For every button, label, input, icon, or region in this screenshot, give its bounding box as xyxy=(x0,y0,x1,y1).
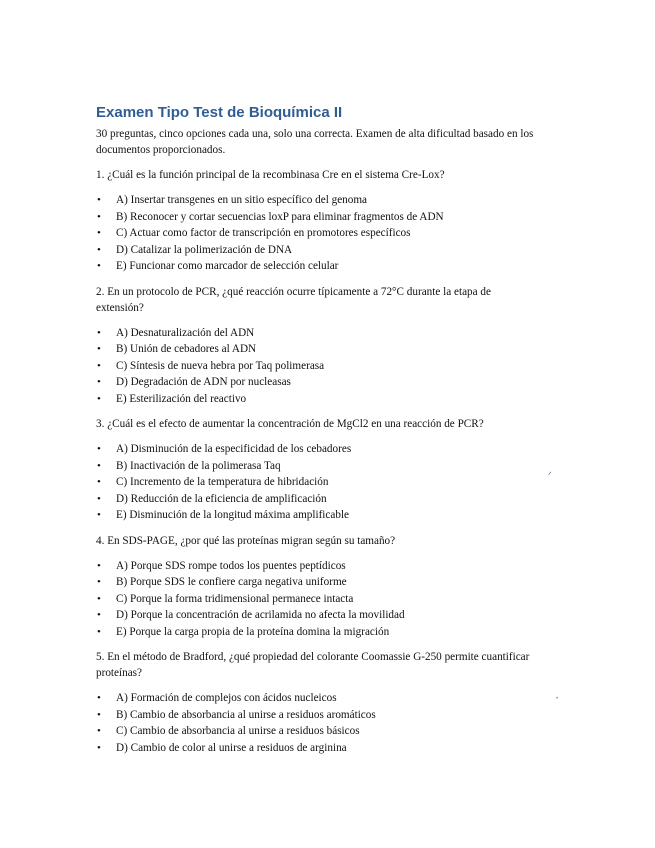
option-item xyxy=(96,209,536,226)
option-text: D) Porque la concentración de acrilamida no afecta la movilidad xyxy=(116,609,405,621)
bullet-icon: • xyxy=(97,343,101,355)
bullet-icon: • xyxy=(97,609,101,621)
bullet-icon: • xyxy=(97,392,101,405)
option-list xyxy=(96,558,536,641)
question-list xyxy=(96,167,536,756)
bullet-icon: • xyxy=(97,376,101,388)
question-text: 1. ¿Cuál es la función principal de la recombinasa Cre en el sistema Cre-Lox? xyxy=(96,169,445,181)
bullet-icon: • xyxy=(97,625,101,638)
option-text: A) Formación de complejos con ácidos nucleicos xyxy=(116,692,337,704)
option-text: B) Porque SDS le confiere carga negativa uniforme xyxy=(116,576,347,588)
option-text: C) Incremento de la temperatura de hibridación xyxy=(116,476,329,488)
bullet-icon: • xyxy=(97,725,101,737)
option-text: C) Porque la forma tridimensional permanece intacta xyxy=(116,592,354,605)
question-block xyxy=(96,284,536,408)
option-text: D) Catalizar la polimerización de DNA xyxy=(116,243,293,256)
option-item xyxy=(96,458,536,475)
stray-mark: ᐟ xyxy=(548,470,552,480)
bullet-icon: • xyxy=(97,708,101,721)
option-list xyxy=(96,441,536,524)
option-text: D) Degradación de ADN por nucleasas xyxy=(116,376,291,388)
option-text: C) Síntesis de nueva hebra por Taq polimerasa xyxy=(116,359,325,372)
option-item xyxy=(96,258,536,275)
option-item xyxy=(96,607,536,624)
option-text: D) Reducción de la eficiencia de amplificación xyxy=(116,492,327,505)
question-text: 2. En un protocolo de PCR, ¿qué reacción ocurre típicamente a 72°C durante la etapa de extensión? xyxy=(96,285,491,314)
option-item xyxy=(96,325,536,342)
question-block xyxy=(96,649,536,756)
option-text: D) Cambio de color al unirse a residuos de arginina xyxy=(116,741,347,754)
document-intro: 30 preguntas, cinco opciones cada una, solo una correcta. Examen de alta dificultad basado en los documentos proporcionados. xyxy=(96,128,534,156)
option-item xyxy=(96,723,536,740)
option-item xyxy=(96,225,536,242)
bullet-icon: • xyxy=(97,509,101,521)
option-item xyxy=(96,341,536,358)
bullet-icon: • xyxy=(97,576,101,588)
question-block xyxy=(96,533,536,641)
bullet-icon: • xyxy=(97,194,101,206)
bullet-icon: • xyxy=(97,326,101,339)
option-item xyxy=(96,242,536,259)
option-text: E) Esterilización del reactivo xyxy=(116,392,247,405)
document-page xyxy=(96,104,536,765)
option-item xyxy=(96,441,536,458)
option-item xyxy=(96,358,536,375)
document-title: Examen Tipo Test de Bioquímica II xyxy=(96,104,343,121)
bullet-icon: • xyxy=(97,592,101,605)
option-item xyxy=(96,740,536,757)
question-block xyxy=(96,167,536,275)
option-item xyxy=(96,624,536,641)
option-item xyxy=(96,574,536,591)
bullet-icon: • xyxy=(97,359,101,372)
option-item xyxy=(96,690,536,707)
bullet-icon: • xyxy=(97,741,101,754)
bullet-icon: • xyxy=(97,692,101,704)
option-item xyxy=(96,474,536,491)
option-text: C) Cambio de absorbancia al unirse a residuos básicos xyxy=(116,725,360,737)
bullet-icon: • xyxy=(97,559,101,572)
bullet-icon: • xyxy=(97,443,101,455)
bullet-icon: • xyxy=(97,260,101,272)
option-text: E) Disminución de la longitud máxima amplificable xyxy=(116,509,350,521)
bullet-icon: • xyxy=(97,210,101,223)
question-text: 4. En SDS-PAGE, ¿por qué las proteínas migran según su tamaño? xyxy=(96,534,396,547)
bullet-icon: • xyxy=(97,492,101,505)
option-text: B) Reconocer y cortar secuencias loxP para eliminar fragmentos de ADN xyxy=(116,210,444,223)
option-text: C) Actuar como factor de transcripción en promotores específicos xyxy=(116,227,411,239)
option-text: A) Desnaturalización del ADN xyxy=(116,326,255,339)
option-list xyxy=(96,690,536,756)
question-text: 3. ¿Cuál es el efecto de aumentar la concentración de MgCl2 en una reacción de PCR? xyxy=(96,418,484,430)
question-text: 5. En el método de Bradford, ¿qué propiedad del colorante Coomassie G-250 permite cuantificar proteínas? xyxy=(96,651,530,679)
option-text: E) Funcionar como marcador de selección celular xyxy=(116,260,339,272)
bullet-icon: • xyxy=(97,459,101,472)
option-item xyxy=(96,374,536,391)
option-text: A) Insertar transgenes en un sitio específico del genoma xyxy=(116,194,368,206)
option-item xyxy=(96,707,536,724)
bullet-icon: • xyxy=(97,227,101,239)
option-text: A) Porque SDS rompe todos los puentes peptídicos xyxy=(116,559,346,572)
option-list xyxy=(96,192,536,275)
option-text: A) Disminución de la especificidad de los cebadores xyxy=(116,443,352,455)
option-text: E) Porque la carga propia de la proteína domina la migración xyxy=(116,625,390,638)
option-item xyxy=(96,491,536,508)
option-text: B) Inactivación de la polimerasa Taq xyxy=(116,459,281,472)
option-text: B) Unión de cebadores al ADN xyxy=(116,343,257,355)
option-text: B) Cambio de absorbancia al unirse a residuos aromáticos xyxy=(116,708,376,721)
bullet-icon: • xyxy=(97,476,101,488)
option-item xyxy=(96,558,536,575)
option-item xyxy=(96,391,536,408)
stray-dot: • xyxy=(556,696,559,702)
bullet-icon: • xyxy=(97,243,101,256)
option-item xyxy=(96,507,536,524)
question-block xyxy=(96,416,536,524)
option-item xyxy=(96,192,536,209)
option-item xyxy=(96,591,536,608)
option-list xyxy=(96,325,536,408)
